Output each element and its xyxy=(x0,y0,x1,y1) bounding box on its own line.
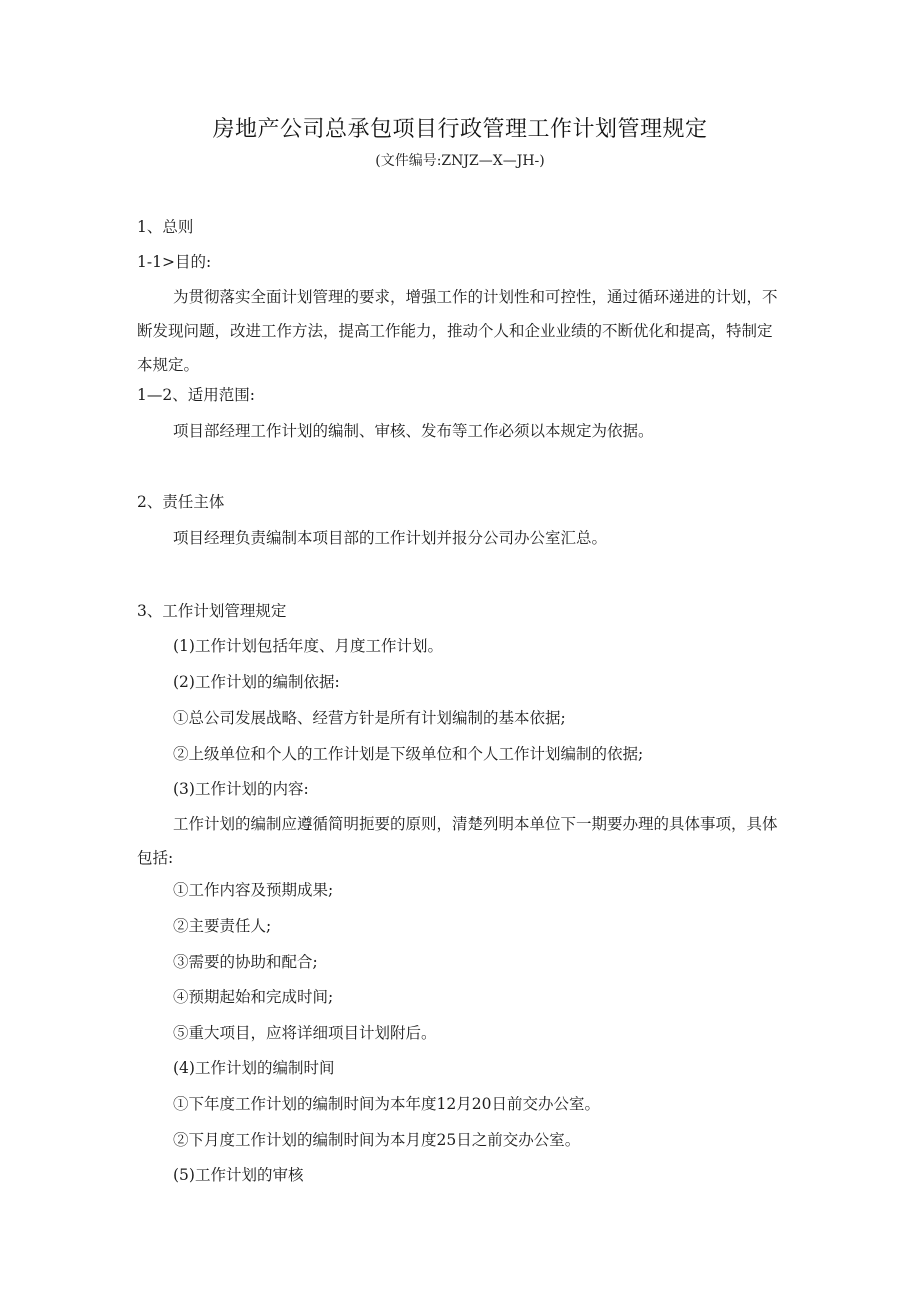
section-1-2-paragraph: 项目部经理工作计划的编制、审核、发布等工作必须以本规定为依据。 xyxy=(173,422,654,440)
section-1-2-heading: 1—2、适用范围: xyxy=(137,386,255,404)
section-1-1-paragraph: 为贯彻落实全面计划管理的要求，增强工作的计划性和可控性，通过循环递进的计划，不断发现问题，改进工作方法，提高工作能力，推动个人和企业业绩的不断优化和提高，特制定本规定。 xyxy=(137,288,778,374)
document-number: (文件编号:ZNJZ—X—JH-) xyxy=(375,153,545,169)
section-3-item-3-a: ①工作内容及预期成果; xyxy=(173,881,334,899)
section-3-item-5: (5)工作计划的审核 xyxy=(173,1166,304,1184)
section-3-item-3-b: ②主要责任人; xyxy=(173,917,272,935)
section-3-heading: 3、工作计划管理规定 xyxy=(137,602,287,620)
section-3-item-3: (3)工作计划的内容: xyxy=(173,780,309,798)
document-title: 房地产公司总承包项目行政管理工作计划管理规定 xyxy=(212,117,708,142)
section-3-item-4: (4)工作计划的编制时间 xyxy=(173,1059,335,1077)
section-3-item-4-a: ①下年度工作计划的编制时间为本年度12月20日前交办公室。 xyxy=(173,1095,600,1113)
section-2-heading: 2、责任主体 xyxy=(137,493,225,511)
section-3-item-3-e: ⑤重大项目，应将详细项目计划附后。 xyxy=(173,1024,437,1042)
section-3-item-2: (2)工作计划的编制依据: xyxy=(173,673,340,691)
section-3-item-1: (1)工作计划包括年度、月度工作计划。 xyxy=(173,637,443,655)
section-3-item-3-paragraph: 工作计划的编制应遵循简明扼要的原则，清楚列明本单位下一期要办理的具体事项，具体包括: xyxy=(137,815,778,867)
section-3-item-2-b: ②上级单位和个人的工作计划是下级单位和个人工作计划编制的依据; xyxy=(173,745,644,763)
section-2-paragraph: 项目经理负责编制本项目部的工作计划并报分公司办公室汇总。 xyxy=(173,529,608,547)
section-3-item-3-c: ③需要的协助和配合; xyxy=(173,953,318,971)
section-3-item-3-d: ④预期起始和完成时间; xyxy=(173,988,334,1006)
section-3-item-4-b: ②下月度工作计划的编制时间为本月度25日之前交办公室。 xyxy=(173,1131,581,1149)
section-1-heading: 1、总则 xyxy=(137,218,194,236)
section-3-item-2-a: ①总公司发展战略、经营方针是所有计划编制的基本依据; xyxy=(173,709,566,727)
section-1-1-heading: 1-1>目的: xyxy=(137,253,212,271)
